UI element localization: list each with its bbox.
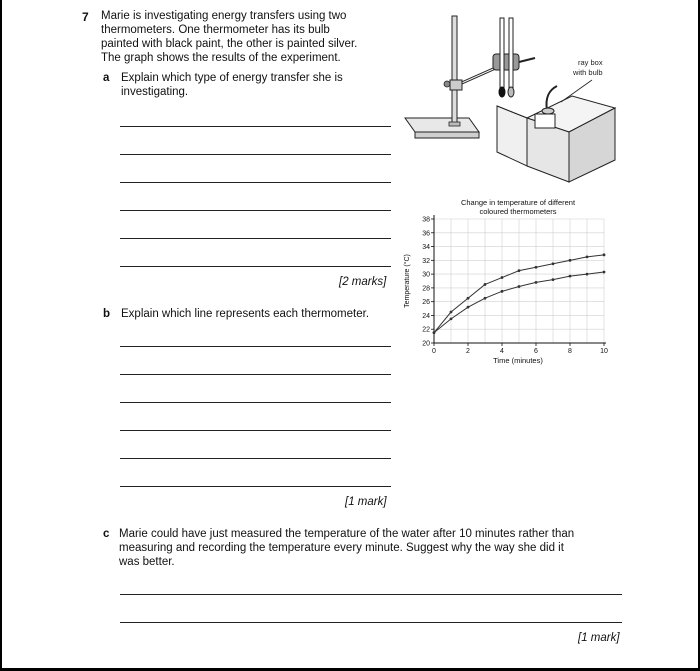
chart-x-tick-label: 8 [568, 348, 572, 355]
chart-x-axis-label: Time (minutes) [493, 356, 543, 365]
answer-line-a-3[interactable] [120, 182, 391, 183]
part-b-text: Explain which line represents each thermometer. [121, 308, 370, 320]
chart-point-series-1 [484, 283, 487, 286]
chart-y-tick-label: 26 [422, 299, 430, 307]
chart-x-tick-label: 6 [534, 348, 538, 355]
chart-x-tick-label: 0 [432, 348, 436, 355]
chart-point-series-1 [467, 297, 470, 300]
chart-point-series-2 [433, 331, 436, 334]
chart-y-tick-label: 22 [422, 326, 430, 334]
chart-y-tick-label: 20 [422, 340, 430, 348]
question-stem-line-4: The graph shows the results of the experiment. [101, 52, 341, 64]
answer-line-b-1[interactable] [120, 346, 391, 347]
chart-y-tick-label: 34 [422, 244, 430, 252]
chart-y-tick-label: 36 [422, 230, 430, 238]
part-a-marks: [2 marks] [339, 276, 387, 288]
answer-line-b-4[interactable] [120, 430, 391, 431]
answer-line-b-3[interactable] [120, 402, 391, 403]
chart-y-axis-label: Temperature (°C) [404, 254, 411, 308]
answer-line-a-2[interactable] [120, 154, 391, 155]
chart-point-series-2 [450, 317, 453, 320]
part-c-text-line-1: Marie could have just measured the temperature of the water after 10 minutes rather than [119, 528, 575, 540]
chart-point-series-1 [518, 269, 521, 272]
part-c-letter: c [103, 528, 110, 540]
chart-y-tick-label: 28 [422, 285, 430, 293]
chart-title-line-1: Change in temperature of different [460, 198, 576, 207]
temperature-chart [397, 193, 622, 373]
chart-point-series-1 [586, 255, 589, 258]
chart-point-series-2 [467, 306, 470, 309]
chart-point-series-1 [552, 262, 555, 265]
part-a-text-line-1: Explain which type of energy transfer she is [121, 72, 343, 84]
answer-line-b-2[interactable] [120, 374, 391, 375]
chart-point-series-2 [501, 290, 504, 293]
chart-y-tick-label: 32 [422, 257, 430, 265]
part-b-marks: [1 mark] [345, 496, 387, 508]
chart-title-line-2: coloured thermometers [479, 207, 557, 216]
chart-y-ticks [422, 217, 434, 348]
chart-point-series-1 [501, 276, 504, 279]
chart-point-series-2 [535, 281, 538, 284]
part-c-marks: [1 mark] [578, 632, 620, 644]
answer-line-b-6[interactable] [120, 486, 391, 487]
question-number: 7 [82, 10, 89, 24]
ray-box [497, 80, 615, 182]
chart-point-series-1 [450, 311, 453, 314]
answer-line-b-5[interactable] [120, 458, 391, 459]
answer-line-c-1[interactable] [120, 594, 622, 595]
question-stem-line-1: Marie is investigating energy transfers using two [101, 10, 347, 22]
part-a-text-line-2: investigating. [121, 86, 189, 98]
worksheet-page [2, 0, 698, 668]
chart-grid [434, 219, 604, 343]
chart-point-series-2 [552, 278, 555, 281]
ray-box-label-line-1: ray box [578, 58, 603, 67]
apparatus-diagram [397, 10, 622, 190]
part-a-letter: a [103, 72, 110, 84]
chart-x-tick-label: 4 [500, 348, 504, 355]
chart-axes [434, 215, 606, 343]
answer-line-a-5[interactable] [120, 238, 391, 239]
chart-point-series-2 [586, 273, 589, 276]
answer-line-a-1[interactable] [120, 126, 391, 127]
chart-point-series-2 [484, 297, 487, 300]
answer-line-a-6[interactable] [120, 266, 391, 267]
chart-y-tick-label: 24 [422, 312, 430, 320]
question-stem-line-3: painted with black paint, the other is painted silver. [101, 38, 358, 50]
ray-box-label-line-2: with bulb [573, 68, 603, 77]
chart-x-tick-label: 2 [466, 348, 470, 355]
part-c-text-line-2: measuring and recording the temperature every minute. Suggest why the way she did it [119, 542, 564, 554]
chart-x-tick-label: 10 [600, 348, 608, 355]
chart-point-series-1 [535, 266, 538, 269]
chart-point-series-2 [569, 275, 572, 278]
chart-y-tick-label: 30 [422, 271, 430, 279]
part-c-text-line-3: was better. [119, 556, 175, 568]
chart-point-series-1 [569, 259, 572, 262]
chart-y-tick-label: 38 [422, 216, 430, 224]
chart-point-series-2 [603, 271, 606, 274]
part-b-letter: b [103, 308, 111, 320]
answer-line-a-4[interactable] [120, 210, 391, 211]
chart-point-series-2 [518, 285, 521, 288]
answer-line-c-2[interactable] [120, 622, 622, 623]
chart-point-series-1 [603, 253, 606, 256]
question-stem-line-2: thermometers. One thermometer has its bulb [101, 24, 330, 36]
chart-x-ticks [432, 343, 608, 355]
